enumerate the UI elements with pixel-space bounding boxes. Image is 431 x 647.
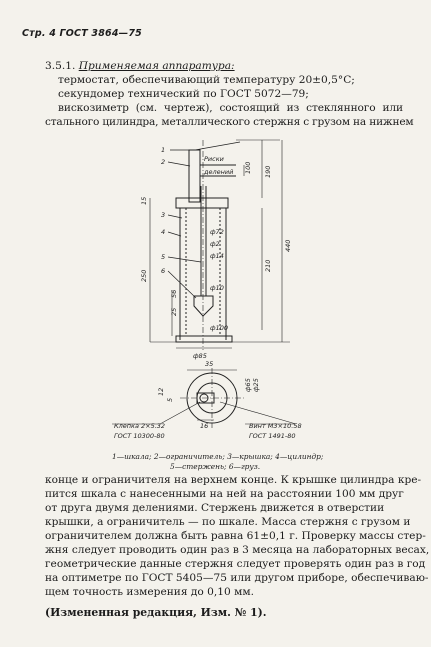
legend-line: 1—шкала; 2—ограничитель; 3—крышка; 4—цилиндр; [112,452,324,461]
leader-rivet [112,402,200,424]
dim-label: ф100 [210,324,228,332]
text-line: вискозиметр (см. чертеж), состоящий из стеклянного или [58,102,403,114]
dim-label: 15 [140,196,148,205]
dim-label: 12 [157,387,165,396]
body-text-line: на оптиметре по ГОСТ 5405—75 или другом приборе, обеспечиваю- [45,572,429,584]
rivet-label: Клепка 2×5.32 [114,422,166,430]
dim-label: 440 [284,239,292,252]
leader-1 [170,142,240,150]
callout-4: 4 [161,228,166,236]
body-text-line: жня следует проводить один раз в 3 месяца на лабораторных весах, [45,544,430,556]
body-text-line: геометрические данные стержня следует проверять один раз в год [45,558,426,570]
page-header: Стр. 4 ГОСТ 3864—75 [22,28,142,39]
callout-1: 1 [161,146,166,154]
dim-label: 190 [264,165,272,178]
text-line: стального цилиндра, металлического стержня с грузом на нижнем [45,116,414,128]
body-text-line: щем точность измерения до 0,10 мм. [45,586,254,598]
drawing-label: делений [204,168,234,176]
dim-label: 16 [200,422,209,430]
dim-label: 56 [170,289,178,298]
dim-label: 25 [170,307,178,316]
scale-strip [189,150,200,202]
cylinder-base [176,336,232,342]
legend-line: 5—стержень; 6—груз. [170,462,261,471]
screw-standard: ГОСТ 1491-80 [249,432,296,440]
rivet-standard: ГОСТ 10300-80 [114,432,165,440]
dim-label: 35 [205,360,214,368]
dim-label: ф85 [193,352,207,360]
dim-label: 210 [264,259,272,272]
section-title: Применяемая аппаратура: [78,60,235,72]
amendment-note: (Измененная редакция, Изм. № 1). [45,606,267,619]
body-text-line: крышки, а ограничитель — по шкале. Масса стержня с грузом и [45,516,411,528]
body-text-line: пится шкала с нанесенными на ней на расстоянии 100 мм друг [45,488,404,500]
cylinder-cap [176,198,228,208]
dim-label: ф72 [210,228,224,236]
section-number: 3.5.1. [45,60,76,72]
dim-label: ф25 [252,378,260,392]
dim-label: ф2 [210,240,220,248]
dim-label: 250 [140,269,148,282]
weight [194,296,213,316]
screw-label: Винт М3×10.58 [249,422,302,430]
callout-2: 2 [161,158,166,166]
callout-5: 5 [161,253,166,261]
dim-label: 5 [166,397,174,402]
callout-6: 6 [161,267,166,275]
leader-5 [168,257,201,262]
text-line: секундомер технический по ГОСТ 5072—79; [58,88,309,100]
dim-label: 100 [244,161,252,174]
dim-label: ф65 [244,378,252,392]
body-text-line: конце и ограничителя на верхнем конце. К крышке цилиндра кре- [45,474,422,486]
callout-3: 3 [161,211,166,219]
leader-2 [168,162,190,166]
body-text-line: от друга двумя делениями. Стержень движется в отверстии [45,502,385,514]
drawing-label: Риски [204,155,224,163]
text-line: термостат, обеспечивающий температуру 20±0,5°С; [58,74,355,86]
dim-label: ф10 [210,284,224,292]
dim-label: ф14 [210,252,224,260]
body-text-line: ограничителем должна быть равна 61±0,1 г. Проверку массы стер- [45,530,426,542]
leader-4 [168,232,181,236]
